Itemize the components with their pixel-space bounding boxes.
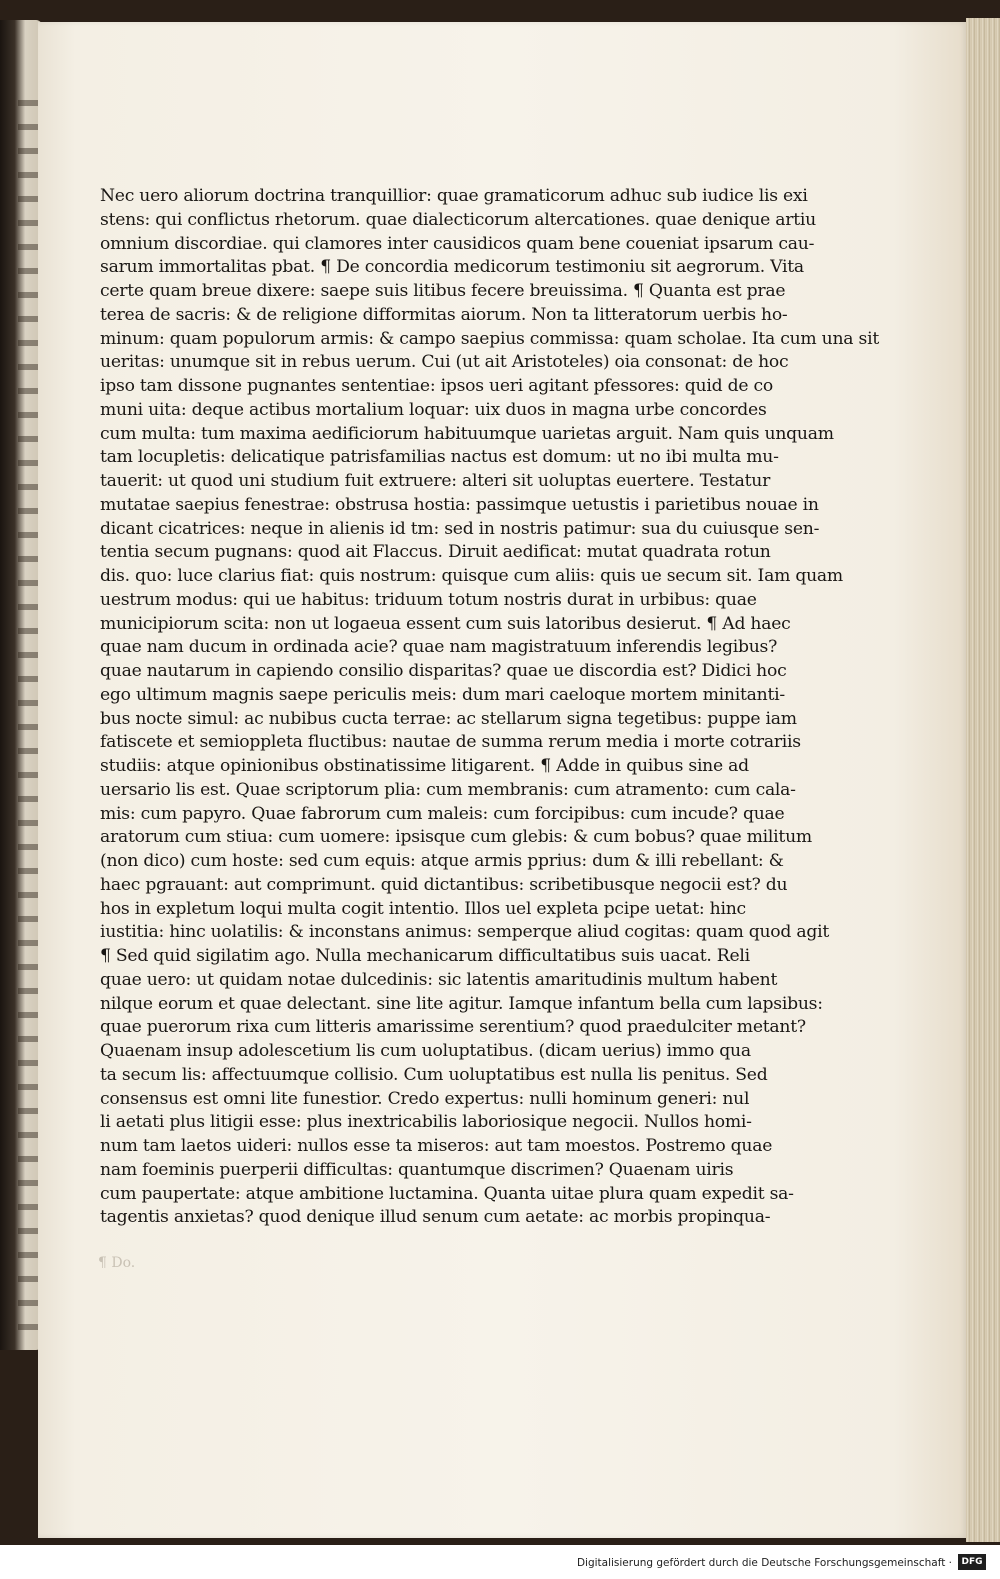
text-line: dicant cicatrices: neque in alienis id tm: sed in nostris patimur: sua du cuiusque sen- <box>100 518 820 539</box>
text-line: (non dico) cum hoste: sed cum equis: atque armis pprius: dum & illi rebellant: & <box>100 851 784 871</box>
text-line: mutatae saepius fenestrae: obstrusa hostia: passimque uetustis i parietibus nouae in <box>100 494 819 515</box>
text-line: nam foeminis puerperii difficultas: quantumque discrimen? Quaenam uiris <box>100 1159 734 1180</box>
text-line: ta secum lis: affectuumque collisio. Cum uoluptatibus est nulla lis penitus. Sed <box>100 1064 768 1085</box>
dfg-logo: DFG <box>958 1554 986 1570</box>
text-line: aratorum cum stiua: cum uomere: ipsisque cum glebis: & cum bobus? quae militum <box>100 827 812 848</box>
text-line: ¶ Sed quid sigilatim ago. Nulla mechanicarum difficultatibus suis uacat. Reli <box>100 946 750 966</box>
printed-text-block <box>100 185 879 1230</box>
text-line: bus nocte simul: ac nubibus cucta terrae: ac stellarum signa tegetibus: puppe iam <box>100 708 797 729</box>
text-line: ipso tam dissone pugnantes sententiae: ipsos ueri agitant pfessores: quid de co <box>100 376 773 396</box>
text-line: terea de sacris: & de religione difformitas aiorum. Non ta litteratorum uerbis ho- <box>100 304 788 325</box>
text-line: nilque eorum et quae delectant. sine lite agitur. Iamque infantum bella cum lapsibus: <box>100 993 823 1014</box>
funding-credit: Digitalisierung gefördert durch die Deutsche Forschungsgemeinschaft · <box>576 1557 952 1569</box>
text-line: num tam laetos uideri: nullos esse ta miseros: aut tam moestos. Postremo quae <box>100 1136 773 1156</box>
page-stack-edge <box>966 18 1000 1542</box>
text-line: hos in expletum loqui multa cogit intentio. Illos uel expleta pcipe uetat: hinc <box>100 898 746 919</box>
text-line: dis. quo: luce clarius fiat: quis nostrum: quisque cum aliis: quis ue secum sit. Iam quam <box>100 566 843 586</box>
catchword: ¶ Do. <box>98 1255 136 1271</box>
facing-page-edge <box>0 20 42 1350</box>
text-line: consensus est omni lite funestior. Credo expertus: nulli hominum generi: nul <box>100 1088 750 1109</box>
text-line: minum: quam populorum armis: & campo saepius commissa: quam scholae. Ita cum una sit <box>100 328 879 349</box>
text-line: uersario lis est. Quae scriptorum plia: cum membranis: cum atramento: cum cala- <box>100 779 796 800</box>
text-line: quae puerorum rixa cum litteris amarissime serentium? quod praedulciter metant? <box>100 1017 806 1038</box>
text-line: tagentis anxietas? quod denique illud senum cum aetate: ac morbis propinqua- <box>100 1207 771 1228</box>
text-line: certe quam breue dixere: saepe suis litibus fecere breuissima. ¶ Quanta est prae <box>100 281 786 301</box>
text-line: tauerit: ut quod uni studium fuit extruere: alteri sit uoluptas euertere. Testatur <box>100 471 771 491</box>
text-line: uestrum modus: qui ue habitus: triduum totum nostris durat in urbibus: quae <box>100 589 757 610</box>
text-line: haec pgrauant: aut comprimunt. quid dictantibus: scribetibusque negocii est? du <box>100 874 788 895</box>
text-line: ego ultimum magnis saepe periculis meis: dum mari caeloque mortem minitanti- <box>100 684 785 705</box>
text-line: muni uita: deque actibus mortalium loquar: uix duos in magna urbe concordes <box>100 399 767 420</box>
text-line: quae uero: ut quidam notae dulcedinis: sic latentis amaritudinis multum habent <box>100 969 778 990</box>
text-line: cum multa: tum maxima aedificiorum habituumque uarietas arguit. Nam quis unquam <box>100 423 834 444</box>
text-line: ueritas: unumque sit in rebus uerum. Cui (ut ait Aristoteles) oia consonat: de hoc <box>100 352 789 373</box>
text-line: mis: cum papyro. Quae fabrorum cum maleis: cum forcipibus: cum incude? quae <box>100 803 785 824</box>
text-line: quae nam ducum in ordinada acie? quae nam magistratuum inferendis legibus? <box>100 637 778 658</box>
text-line: cum paupertate: atque ambitione luctamina. Quanta uitae plura quam expedit sa- <box>100 1183 794 1204</box>
text-line: studiis: atque opinionibus obstinatissime litigarent. ¶ Adde in quibus sine ad <box>100 756 749 776</box>
text-line: stens: qui conflictus rhetorum. quae dialecticorum altercationes. quae denique artiu <box>100 209 816 230</box>
text-line: tam locupletis: delicatique patrisfamilias nactus est domum: ut no ibi multa mu- <box>100 447 779 468</box>
text-line: Quaenam insup adolescetium lis cum uoluptatibus. (dicam uerius) immo qua <box>100 1041 751 1061</box>
text-line: li aetati plus litigii esse: plus inextricabilis laboriosique negocii. Nullos homi- <box>100 1112 752 1133</box>
footer-bar <box>0 1545 1000 1579</box>
text-line: municipiorum scita: non ut logaeua essent cum suis latoribus desierut. ¶ Ad haec <box>100 613 791 634</box>
text-line: omnium discordiae. qui clamores inter causidicos quam bene coueniat ipsarum cau- <box>100 233 815 254</box>
text-line: sarum immortalitas pbat. ¶ De concordia medicorum testimoniu sit aegrorum. Vita <box>100 257 804 278</box>
text-line: quae nautarum in capiendo consilio disparitas? quae ue discordia est? Didici hoc <box>100 661 787 681</box>
text-line: iustitia: hinc uolatilis: & inconstans animus: semperque aliud cogitas: quam quod agit <box>100 922 829 943</box>
text-line: fatiscete et semioppleta fluctibus: nautae de summa rerum media i morte cotrariis <box>100 732 801 753</box>
text-line: tentia secum pugnans: quod ait Flaccus. Diruit aedificat: mutat quadrata rotun <box>100 542 771 563</box>
text-line: Nec uero aliorum doctrina tranquillior: quae gramaticorum adhuc sub iudice lis exi <box>100 186 808 206</box>
